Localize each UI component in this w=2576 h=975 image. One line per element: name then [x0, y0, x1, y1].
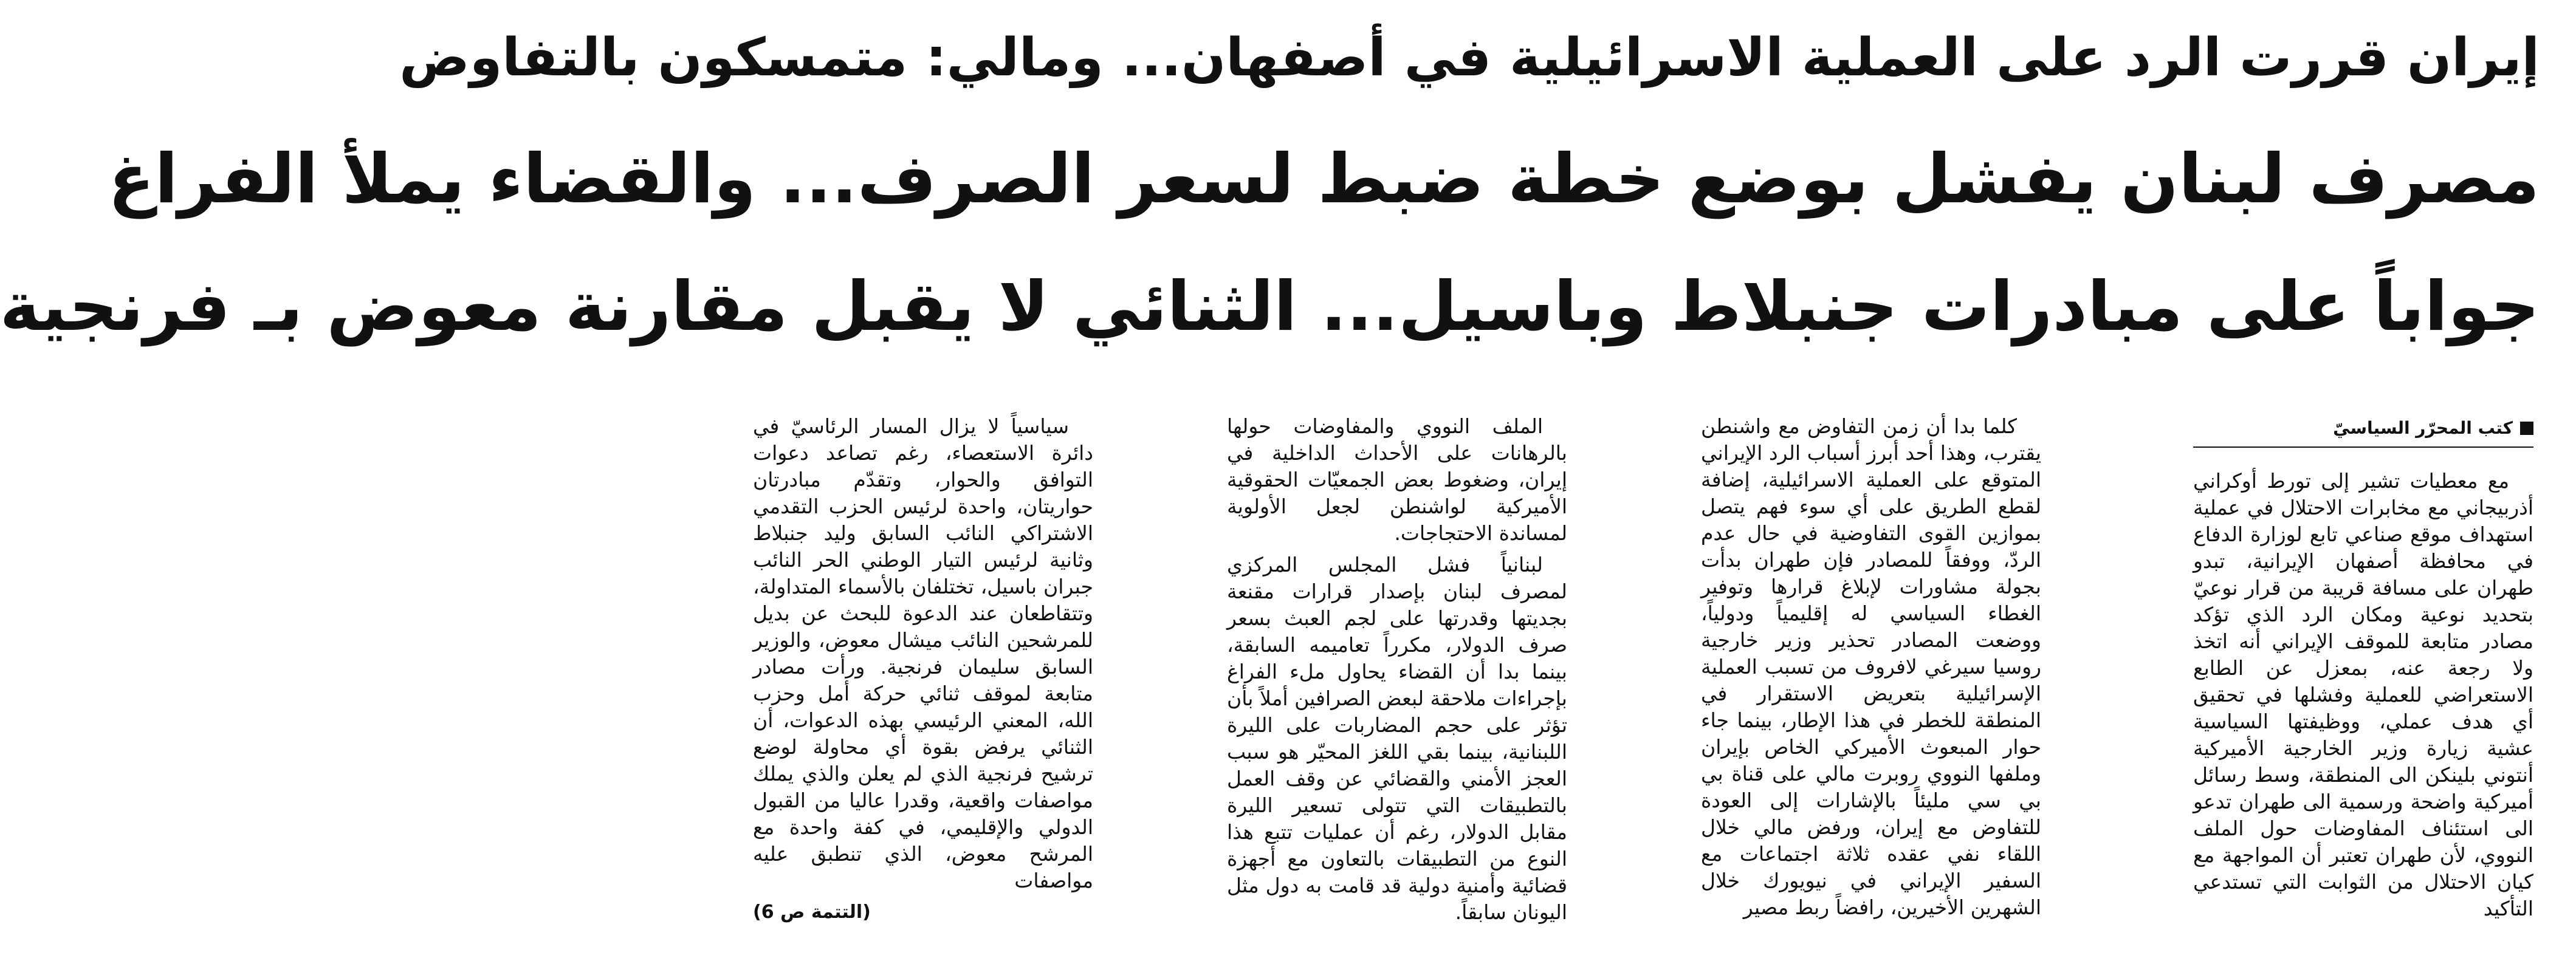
continued-note: (التتمة ص 6) [753, 901, 871, 923]
headline-central-bank: مصرف لبنان يفشل بوضع خطة ضبط لسعر الصرف... والقضاء يملأ الفراغ [108, 140, 2540, 219]
column-4-paragraph-1: سياسياً لا يزال المسار الرئاسيّ في دائرة الاستعصاء، رغم تصاعد دعوات التوافق والحوار، وتقدّم مبادرتان حواريتان، واحدة لرئيس الحزب التقدمي الاشتراكي النائب السابق وليد جنبلاط وثانية لرئيس التيار الوطني الحر النائب جبران باسيل، تختلفان بالأسماء المتداولة، وتتقاطعان عند الدعوة للبحث عن بديل للمرشحين النائب ميشال معوض، والوزير السابق سليمان فرنجية. ورأت مصادر متابعة لموقف ثنائي حركة أمل وحزب الله، المعني الرئيسي بهذه الدعوات، أن الثنائي يرفض بقوة أي محاولة لوضع ترشيح فرنجية الذي لم يعلن والذي يملك مواصفات واقعية، وقدرا عاليا من القبول الدولي والإقليمي، في كفة واحدة مع المرشح معوض، الذي تنطبق عليه مواصفات [753, 414, 1093, 892]
column-3-paragraph-2: لبنانياً فشل المجلس المركزي لمصرف لبنان بإصدار قرارات مقنعة بجديتها وقدرتها على لجم العبث بسعر صرف الدولار، مكرراً تعاميمه السابقة، بينما بدا أن القضاء يحاول ملء الفراغ بإجراءات ملاحقة لبعض الصرافين أملاً بأن تؤثر على حجم المضاربات على الليرة اللبنانية، بينما بقي اللغز المحيّر هو سبب العجز الأمني والقضائي عن وقف العمل بالتطبيقات التي تتولى تسعير الليرة مقابل الدولار، رغم أن عمليات تتبع هذا النوع من التطبيقات بالتعاون مع أجهزة قضائية وأمنية دولية قد قامت به دول مثل اليونان سابقاً. [1227, 553, 1567, 924]
article-column-4 [753, 413, 1093, 966]
byline-text: كتب المحرّر السياسيّ [2333, 418, 2513, 438]
column-3-paragraph-1: الملف النووي والمفاوضات حولها بالرهانات على الأحداث الداخلية في إيران، وضغوط بعض الجمعيّات الحقوقية الأميركية لواشنطن لجعل الأولوية لمساندة الاحتجاجات. [1227, 414, 1567, 545]
byline-square-icon [2520, 422, 2533, 435]
article-column-1 [2193, 468, 2533, 966]
column-1-paragraph-1: مع معطيات تشير إلى تورط أوكراني أذربيجاني مع مخابرات الاحتلال في عملية استهداف موقع صناعي تابع لوزارة الدفاع في محافظة أصفهان الإيرانية، تبدو طهران على مسافة قريبة من قرار نوعيّ بتحديد نوعية ومكان الرد الذي تؤكد مصادر متابعة للموقف الإيراني أنه اتخذ ولا رجعة عنه، بمعزل عن الطابع الاستعراضي للعملية وفشلها في تحقيق أي هدف عملي، ووظيفتها السياسية عشية زيارة وزير الخارجية الأميركية أنتوني بلينكن الى المنطقة، وسط رسائل أميركية واضحة ورسمية الى طهران تدعو الى استئناف المفاوضات حول الملف النووي، لأن طهران تعتبر أن المواجهة مع كيان الاحتلال من الثوابت التي تستدعي التأكيد [2193, 469, 2533, 920]
byline-rule [2193, 446, 2533, 448]
headline-presidential: جواباً على مبادرات جنبلاط وباسيل... الثنائي لا يقبل مقارنة معوض بـ فرنجية [0, 267, 2540, 346]
column-2-paragraph-1: كلما بدا أن زمن التفاوض مع واشنطن يقترب، وهذا أحد أبرز أسباب الرد الإيراني المتوقع على العملية الاسرائيلية، إضافة لقطع الطريق على أي سوء فهم يتصل بموازين القوى التفاوضية في حال عدم الردّ، ووفقاً للمصادر فإن طهران بدأت بجولة مشاورات لإبلاغ قرارها وتوفير الغطاء السياسي له إقليمياً ودولياً، ووضعت المصادر تحذير وزير خارجية روسيا سيرغي لافروف من تسبب العملية الإسرائيلية بتعريض الاستقرار في المنطقة للخطر في هذا الإطار، بينما جاء حوار المبعوث الأميركي الخاص بإيران وملفها النووي روبرت مالي على قناة بي بي سي مليئاً بالإشارات إلى العودة للتفاوض مع إيران، ورفض مالي خلال اللقاء نفي عقده ثلاثة اجتماعات مع السفير الإيراني في نيويورك خلال الشهرين الأخيرين، رافضاً ربط مصير [1701, 414, 2041, 919]
headline-iran: إيران قررت الرد على العملية الاسرائيلية في أصفهان... ومالي: متمسكون بالتفاوض [399, 27, 2540, 88]
article-column-2 [1701, 413, 2041, 966]
byline [2193, 413, 2533, 443]
article-column-3 [1227, 413, 1567, 966]
